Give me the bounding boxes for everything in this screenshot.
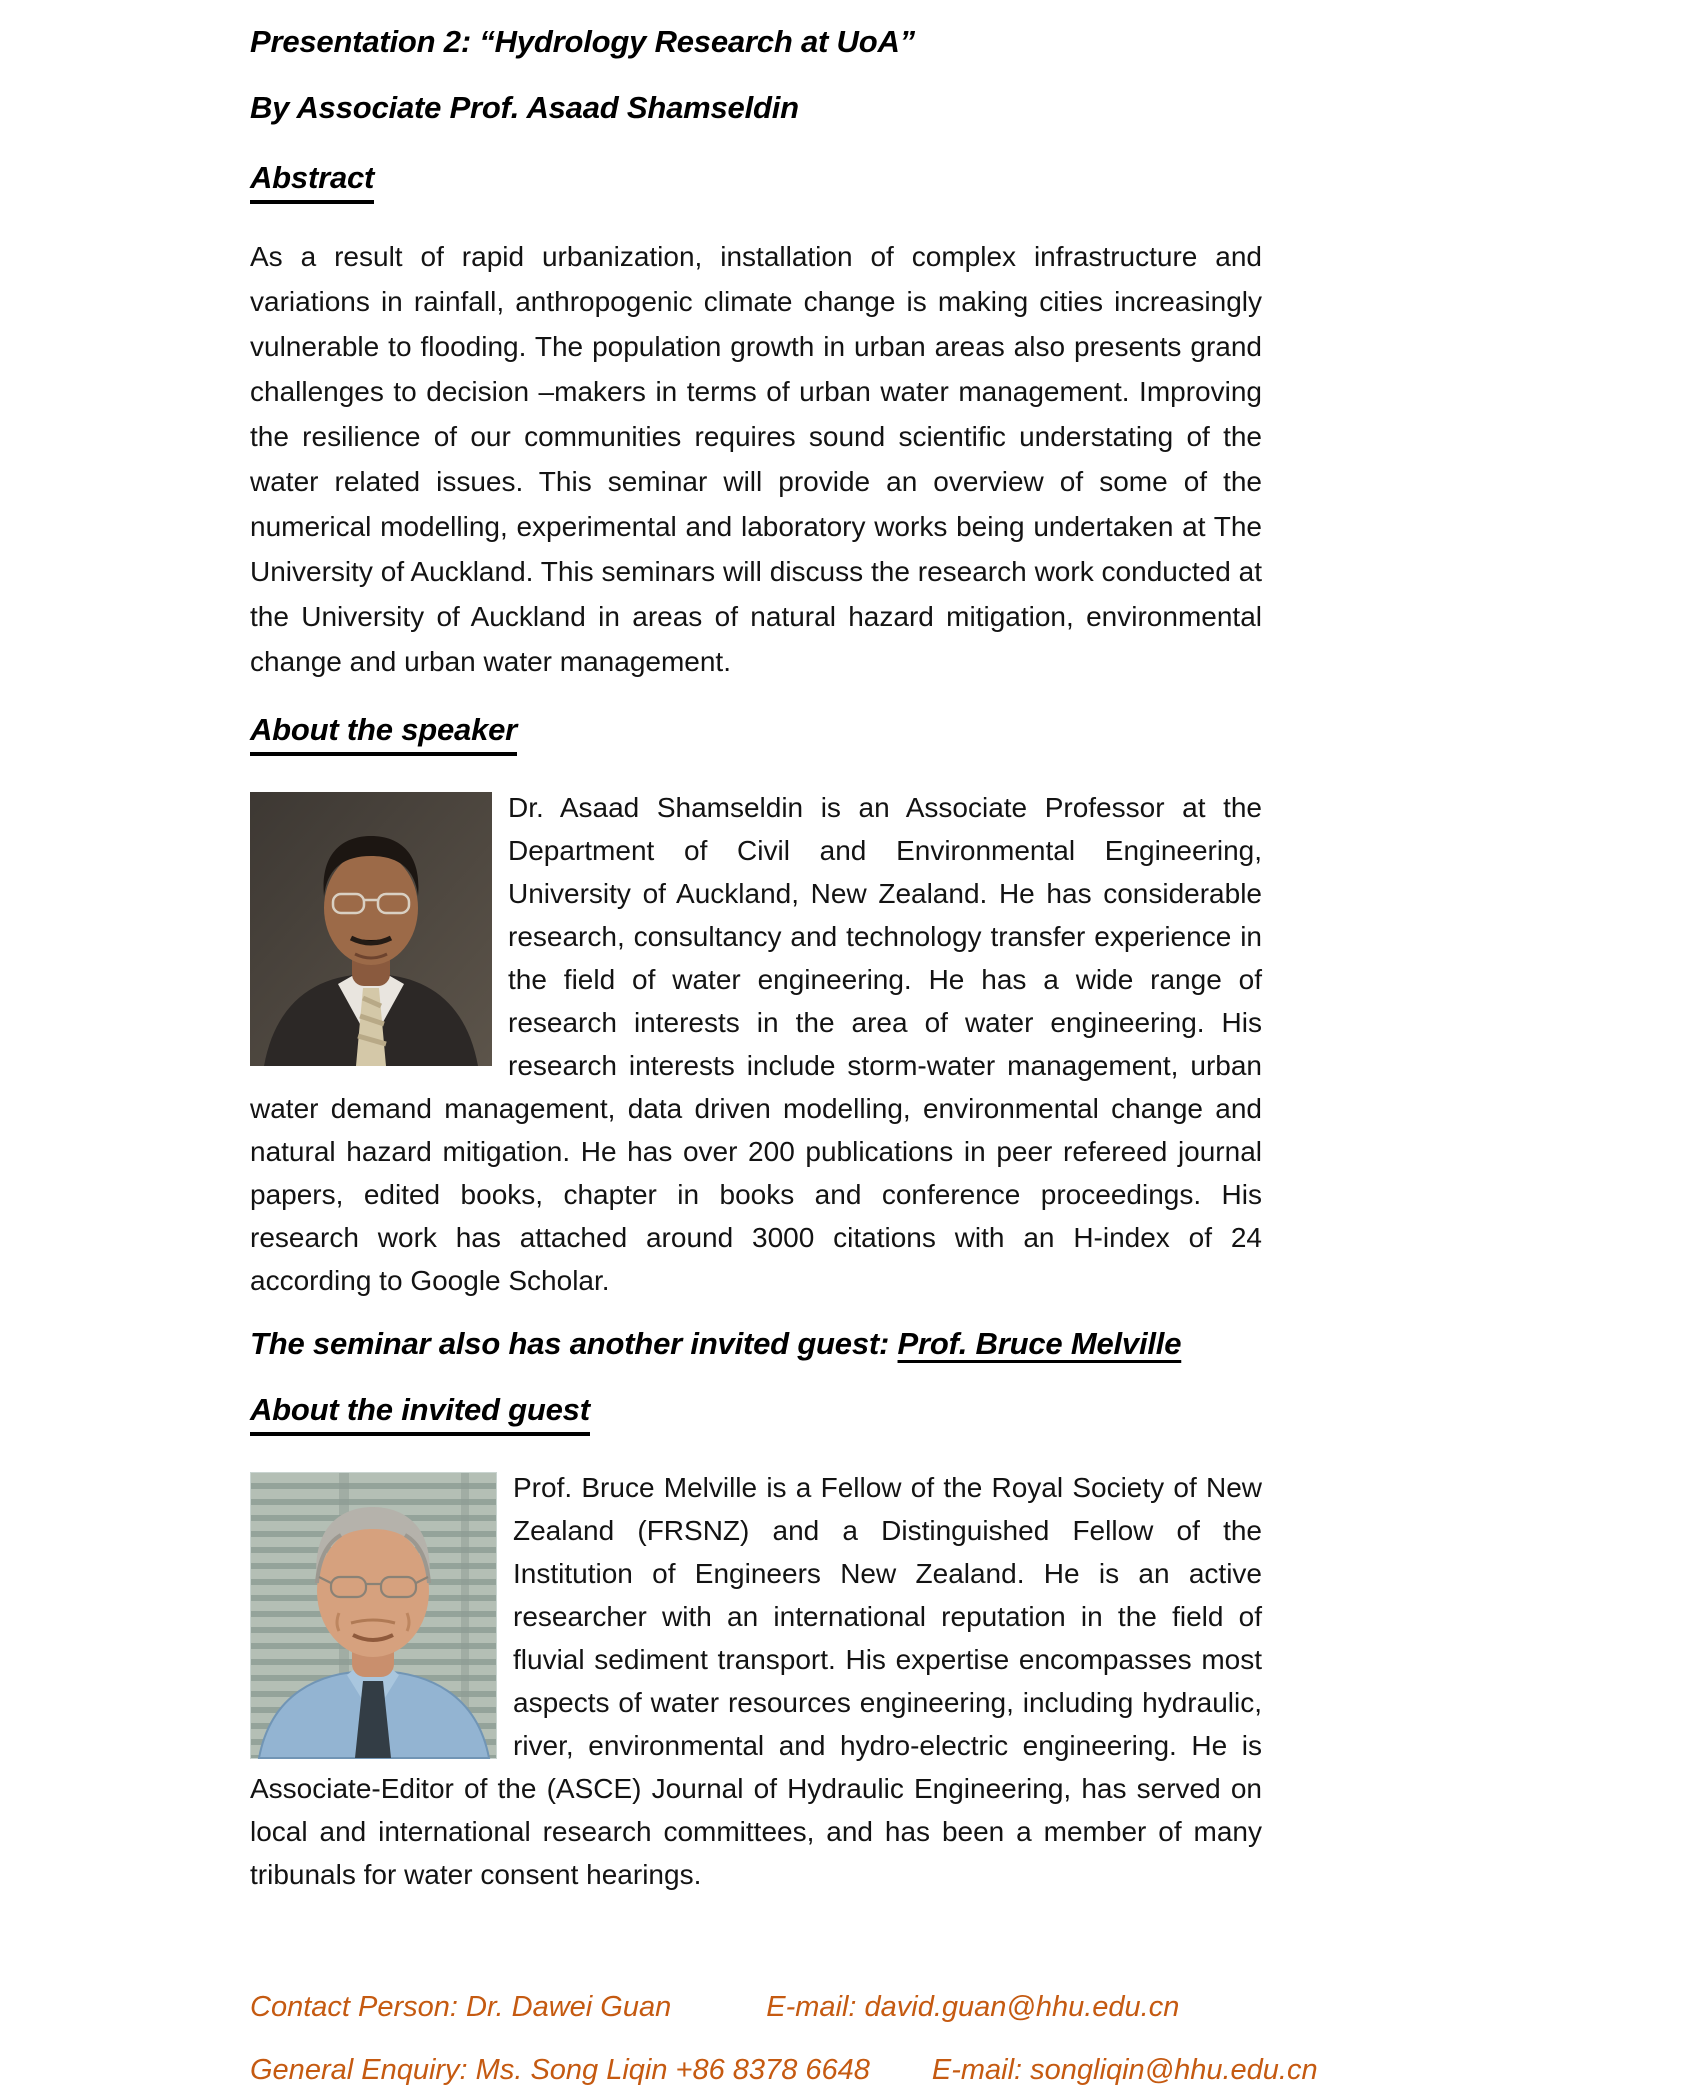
presenter-byline: By Associate Prof. Asaad Shamseldin [250, 90, 799, 125]
contact-block [250, 1991, 1318, 2087]
guest-announcement [250, 1326, 1262, 1362]
speaker-bio-block [250, 786, 1262, 1302]
contact-person-text: Contact Person: Dr. Dawei Guan [250, 1991, 672, 2023]
document-content [250, 0, 1318, 2087]
general-enquiry-line [250, 2054, 1318, 2087]
about-guest-heading-text: About the invited guest [250, 1392, 590, 1436]
guest-photo [250, 1472, 497, 1759]
abstract-heading [250, 160, 1262, 204]
speaker-bio-text: Dr. Asaad Shamseldin is an Associate Professor at the Department of Civil and Environmental Engineering, University of Auckland, New Zealand. He has considerable research, consultancy and technology transfer experience in the field of water engineering. He has a wide range of research interests in the area of water engineering. His research interests include storm-water management, urban water demand management, data driven modelling, environmental change and natural hazard mitigation. He has over 200 publications in peer refereed journal papers, edited books, chapter in books and conference proceedings. His research work has attached around 3000 citations with an H-index of 24 according to Google Scholar. [250, 792, 1262, 1296]
general-enquiry-email: E-mail: songliqin@hhu.edu.cn [931, 2054, 1318, 2086]
about-guest-heading [250, 1392, 1262, 1436]
speaker-photo [250, 792, 492, 1066]
guest-announcement-prefix: The seminar also has another invited guest: [250, 1326, 898, 1361]
general-enquiry-text: General Enquiry: Ms. Song Liqin +86 8378 6648 [250, 2054, 870, 2086]
guest-name: Prof. Bruce Melville [897, 1326, 1182, 1361]
about-speaker-heading-text: About the speaker [250, 712, 517, 756]
abstract-heading-text: Abstract [250, 160, 374, 204]
guest-bio-block [250, 1466, 1262, 1896]
contact-person-line [250, 1991, 1262, 2024]
about-speaker-heading [250, 712, 1262, 756]
guest-bio-text: Prof. Bruce Melville is a Fellow of the Royal Society of New Zealand (FRSNZ) and a Distinguished Fellow of the Institution of Engineers New Zealand. He is an active researcher with an international reputation in the field of fluvial sediment transport. His expertise encompasses most aspects of water resources engineering, including hydraulic, river, environmental and hydro-electric engineering. He is Associate-Editor of the (ASCE) Journal of Hydraulic Engineering, has served on local and international research committees, and has been a member of many tribunals for water consent hearings. [250, 1472, 1262, 1890]
abstract-paragraph: As a result of rapid urbanization, installation of complex infrastructure and variations in rainfall, anthropogenic climate change is making cities increasingly vulnerable to flooding. The population growth in urban areas also presents grand challenges to decision –makers in terms of urban water management. Improving the resilience of our communities requires sound scientific understating of the water related issues. This seminar will provide an overview of some of the numerical modelling, experimental and laboratory works being undertaken at The University of Auckland. This seminars will discuss the research work conducted at the University of Auckland in areas of natural hazard mitigation, environmental change and urban water management. [250, 241, 1262, 677]
presentation-title: Presentation 2: “Hydrology Research at UoA” [250, 24, 915, 59]
contact-person-email: E-mail: david.guan@hhu.edu.cn [766, 1991, 1180, 2023]
